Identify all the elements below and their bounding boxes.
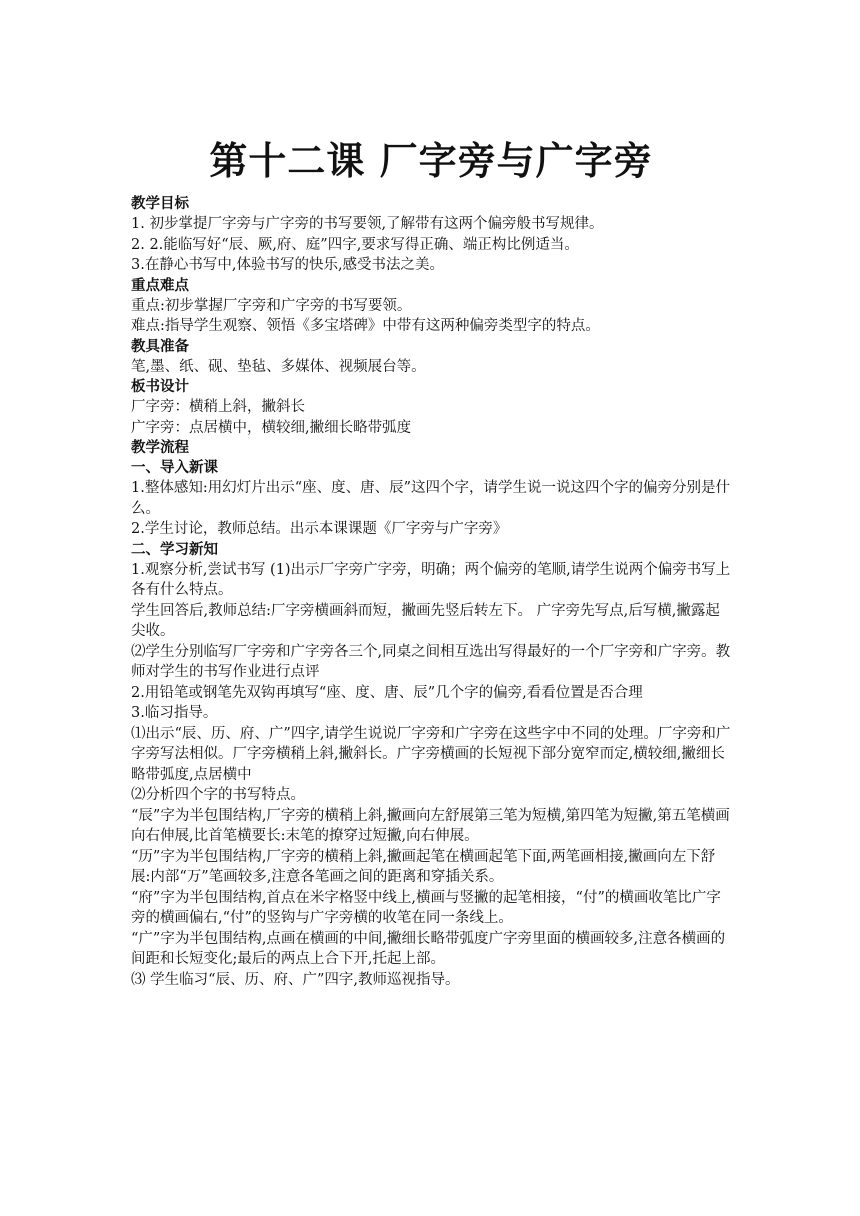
paragraph: ⑴出示“辰、历、府、广”四字,请学生说说厂字旁和广字旁在这些字中不同的处理。厂字旁和广字旁写法相似。厂字旁横稍上斜,撇斜长。广字旁横画的长短视下部分宽窄而定,横较细,撇细长略带弧度,点居横中 [131, 725, 731, 783]
document-page [131, 136, 731, 990]
paragraph: ⑵学生分别临写厂字旁和广字旁各三个,同桌之间相互选出写得最好的一个厂字旁和广字旁。教师对学生的书写作业进行点评 [131, 643, 731, 680]
section-heading: 板书设计 [131, 379, 189, 395]
paragraph: 1.整体感知:用幻灯片出示“座、度、唐、辰”这四个字，请学生说一说这四个字的偏旁分别是什么。 [131, 480, 731, 517]
paragraph: 1.观察分析,尝试书写 (1)出示厂字旁广字旁，明确；两个偏旁的笔顺,请学生说两个偏旁书写上各有什么特点。 [131, 561, 731, 598]
paragraph: “府”字为半包围结构,首点在米字格竖中线上,横画与竖撇的起笔相接，“付”的横画收笔比广字旁的横画偏右,“付”的竖钩与广字旁横的收笔在同一条线上。 [131, 889, 721, 926]
paragraph: “历”字为半包围结构,厂字旁的横稍上斜,撇画起笔在横画起笔下面,两笔画相接,撇画向左下舒展:内部“万”笔画较多,注意各笔画之间的距离和穿插关系。 [131, 848, 716, 885]
paragraph: “广”字为半包围结构,点画在横画的中间,撇细长略带弧度广字旁里面的横画较多,注意各横画的间距和长短变化;最后的两点上合下开,托起上部。 [131, 930, 726, 967]
section-heading: 重点难点 [131, 277, 189, 294]
paragraph: 难点:指导学生观察、领悟《多宝塔碑》中带有这两种偏旁类型字的特点。 [131, 318, 600, 334]
paragraph: 2.学生讨论，教师总结。出示本课课题《厂字旁与广字旁》 [131, 521, 508, 537]
paragraph: 重点:初步掌握厂字旁和广字旁的书写要领。 [131, 297, 412, 314]
paragraph: 2. 2.能临写好“辰、厥,府、庭”四字,要求写得正确、端正构比例适当。 [131, 236, 579, 253]
paragraph: 2.用铅笔或钢笔先双钩再填写“座、度、唐、辰”几个字的偏旁,看看位置是否合理 [131, 684, 643, 701]
paragraph: 1. 初步掌提厂字旁与广字旁的书写要领,了解带有这两个偏旁般书写规律。 [131, 216, 604, 232]
section-heading: 一、导入新课 [131, 460, 218, 476]
paragraph: 3.在静心书写中,体验书写的快乐,感受书法之美。 [131, 257, 445, 273]
section-heading: 教学流程 [131, 440, 189, 456]
section-heading: 教学目标 [131, 196, 189, 212]
page-title: 第十二课 厂字旁与广字旁 [209, 138, 653, 183]
paragraph: 笔,墨、纸、砚、垫毡、多媒体、视频展台等。 [131, 358, 426, 375]
paragraph: 广字旁：点居横中，横较细,撇细长略带弧度 [131, 419, 412, 436]
section-heading: 二、学习新知 [131, 541, 218, 558]
paragraph: 厂字旁：横稍上斜，撇斜长 [131, 399, 305, 415]
document-body [131, 194, 731, 990]
paragraph: ⑶ 学生临习“辰、历、府、广”四字,教师巡视指导。 [131, 971, 460, 988]
paragraph: 3.临习指导。 [131, 705, 218, 721]
paragraph: “辰”字为半包围结构,厂字旁的横稍上斜,撇画向左舒展第三笔为短横,第四笔为短撇,第五笔横画向右伸展,比首笔横要长:末笔的撩穿过短撇,向右伸展。 [131, 807, 730, 844]
paragraph: ⑵分析四个字的书写特点。 [131, 787, 305, 803]
section-heading: 教具准备 [131, 338, 189, 355]
paragraph: 学生回答后,教师总结:厂字旁横画斜而短，撇画先竖后转左下。 广字旁先写点,后写横,撇露起尖收。 [131, 602, 720, 639]
